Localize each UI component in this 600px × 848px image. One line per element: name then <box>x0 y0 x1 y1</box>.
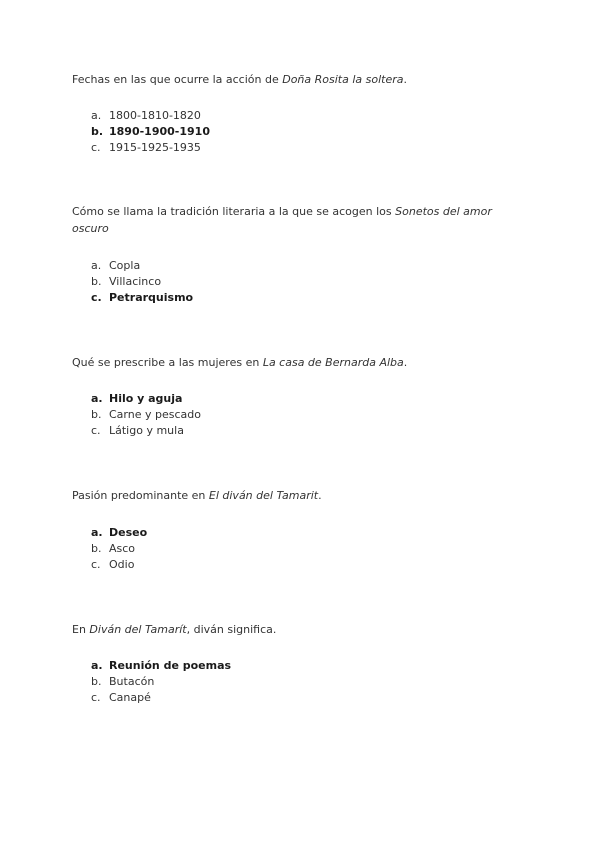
option-a: a. 1800-1810-1820 <box>91 109 201 122</box>
option-c: c. 1915-1925-1935 <box>91 141 201 154</box>
question-4 <box>72 487 532 573</box>
option-a-correct: a. Deseo <box>91 526 148 539</box>
option-b: b. Butacón <box>91 675 155 688</box>
option-b: b. Carne y pescado <box>91 408 201 421</box>
option-c: c. Odio <box>91 558 135 571</box>
answer-options <box>72 658 532 706</box>
option-a: a. Copla <box>91 259 141 272</box>
option-c: c. Látigo y mula <box>91 424 184 437</box>
question-text: Fechas en las que ocurre la acción de Doña Rosita la soltera. <box>72 73 407 86</box>
option-a-correct: a. Hilo y aguja <box>91 392 183 405</box>
option-c: c. Canapé <box>91 691 151 704</box>
answer-options <box>72 391 532 439</box>
question-text: En Diván del Tamarít, diván significa. <box>72 623 277 636</box>
question-text: Qué se prescribe a las mujeres en La casa de Bernarda Alba. <box>72 356 408 369</box>
answer-options <box>72 525 532 573</box>
option-b: b. Asco <box>91 542 136 555</box>
question-1 <box>72 71 532 156</box>
question-text: Cómo se llama la tradición literaria a la que se acogen los Sonetos del amor oscuro <box>72 205 492 235</box>
answer-options <box>72 108 532 156</box>
answer-options <box>72 258 532 306</box>
question-2 <box>72 203 532 306</box>
option-a-correct: a. Reunión de poemas <box>91 659 232 672</box>
question-3 <box>72 354 532 439</box>
question-5 <box>72 621 532 706</box>
question-text: Pasión predominante en El diván del Tamarit. <box>72 489 322 502</box>
option-b: b. Villacinco <box>91 275 162 288</box>
option-c-correct: c. Petrarquismo <box>91 291 194 304</box>
option-b-correct: b. 1890-1900-1910 <box>91 125 210 138</box>
